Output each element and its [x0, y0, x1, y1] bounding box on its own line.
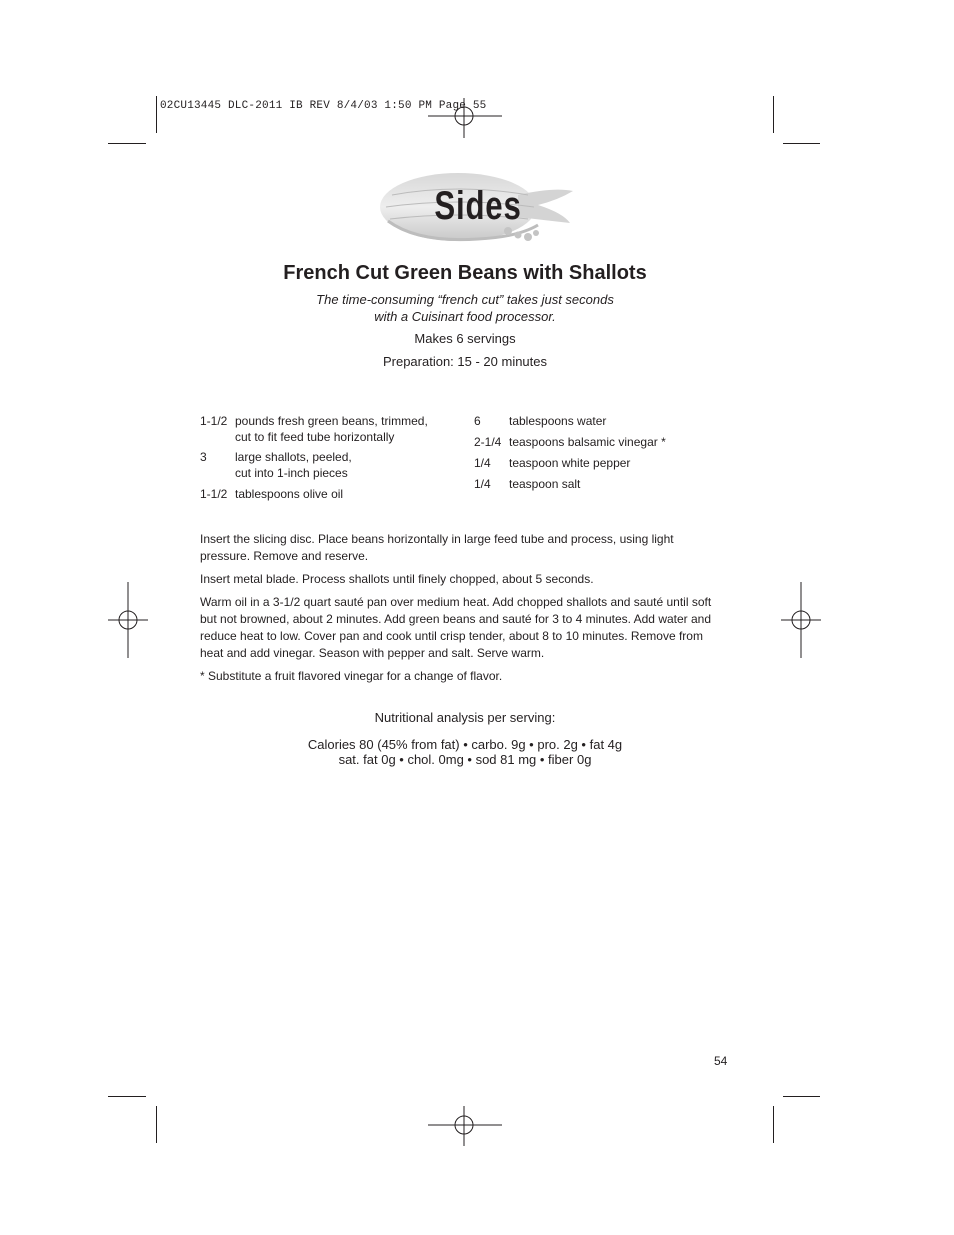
registration-mark-right-icon — [781, 582, 821, 658]
crop-mark-bl-h — [108, 1096, 146, 1097]
direction-step: Warm oil in a 3-1/2 quart sauté pan over medium heat. Add chopped shallots and sauté until soft but not browned, about 2 minutes. Add green beans and sauté for 3 to 4 minutes. Add water and reduce heat to low. Cover pan and cook until crisp tender, about 8 to 10 minutes. Remove from heat and add vinegar. Season with pepper and salt. Serve warm. — [200, 595, 712, 660]
recipe-directions — [200, 531, 725, 691]
registration-mark-top-icon — [428, 98, 502, 138]
ingredient-qty: 1-1/2 — [200, 414, 228, 428]
recipe-intro — [0, 291, 930, 325]
section-title: Sides — [434, 184, 522, 228]
recipe-servings: Makes 6 servings — [414, 331, 516, 346]
ingredient-item — [200, 487, 470, 503]
ingredient-item — [200, 414, 470, 446]
registration-mark-bottom-icon — [428, 1106, 502, 1146]
ingredient-qty: 1-1/2 — [200, 487, 228, 501]
crop-mark-tl-h — [108, 143, 146, 144]
ingredient-text-cont: cut into 1-inch pieces — [235, 465, 348, 480]
crop-mark-br-h — [783, 1096, 820, 1097]
ingredient-item — [474, 477, 714, 493]
direction-step: Insert metal blade. Process shallots until finely chopped, about 5 seconds. — [200, 572, 594, 586]
crop-mark-tl-v — [156, 96, 157, 133]
registration-mark-left-icon — [108, 582, 148, 658]
ingredient-qty: 1/4 — [474, 456, 491, 470]
nutrition-line-2: sat. fat 0g • chol. 0mg • sod 81 mg • fiber 0g — [338, 752, 592, 767]
ingredients-left-column — [200, 414, 470, 504]
crop-mark-br-v — [773, 1106, 774, 1143]
section-banner — [378, 165, 578, 247]
ingredient-item — [200, 450, 470, 482]
ingredient-text: teaspoon salt — [509, 477, 581, 491]
ingredient-qty: 3 — [200, 450, 207, 464]
page-number: 54 — [714, 1054, 728, 1068]
recipe-title: French Cut Green Beans with Shallots — [283, 262, 647, 284]
ingredient-text: tablespoons water — [509, 414, 607, 428]
ingredient-item — [474, 414, 714, 430]
ingredient-qty: 6 — [474, 414, 481, 428]
ingredient-text: tablespoons olive oil — [235, 487, 344, 501]
recipe-footnote: * Substitute a fruit flavored vinegar for a change of flavor. — [200, 669, 503, 683]
recipe-intro-line-2: with a Cuisinart food processor. — [374, 309, 556, 324]
crop-mark-tr-h — [783, 143, 820, 144]
direction-step: Insert the slicing disc. Place beans horizontally in large feed tube and process, using light pressure. Remove and reserve. — [200, 532, 674, 563]
print-slug: 02CU13445 DLC-2011 IB REV 8/4/03 1:50 PM Page 55 — [160, 100, 487, 112]
recipe-intro-line-1: The time-consuming “french cut” takes just seconds — [316, 292, 614, 307]
ingredient-item — [474, 435, 714, 451]
recipe-preparation: Preparation: 15 - 20 minutes — [382, 354, 548, 369]
nutrition-line-1: Calories 80 (45% from fat) • carbo. 9g • pro. 2g • fat 4g — [307, 737, 623, 752]
ingredient-text-cont: cut to fit feed tube horizontally — [235, 429, 395, 444]
crop-mark-tr-v — [773, 96, 774, 133]
ingredient-text: large shallots, peeled, — [235, 450, 352, 464]
ingredient-qty: 2-1/4 — [474, 435, 502, 449]
ingredients-right-column — [474, 414, 714, 498]
ingredient-qty: 1/4 — [474, 477, 491, 491]
nutrition-heading: Nutritional analysis per serving: — [374, 710, 556, 725]
nutrition-facts — [0, 737, 930, 767]
ingredient-text: teaspoon white pepper — [509, 456, 631, 470]
ingredient-text: pounds fresh green beans, trimmed, — [235, 414, 428, 428]
ingredient-text: teaspoons balsamic vinegar * — [509, 435, 666, 449]
crop-mark-bl-v — [156, 1106, 157, 1143]
ingredient-item — [474, 456, 714, 472]
